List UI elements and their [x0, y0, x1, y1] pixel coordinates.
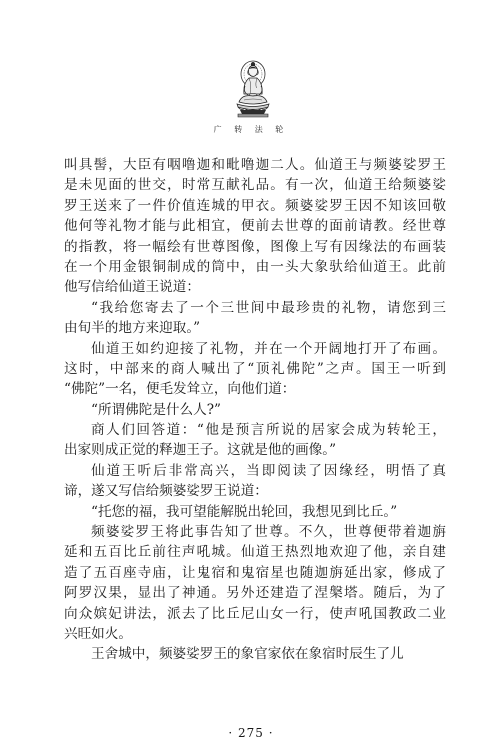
text-line: 由旬半的地方来迎取。”	[64, 320, 201, 337]
paragraph	[64, 420, 446, 461]
paragraph	[64, 502, 446, 522]
text-line: 造了五百座寺庙，让鬼宿和鬼宿星也随迦旃延出家，修成了	[64, 564, 446, 581]
text-line: 在一个用金银铜制成的筒中，由一头大象驮给仙道王。此前	[64, 258, 446, 275]
text-line: “所谓佛陀是什么人?”	[91, 401, 221, 418]
text-line: 出家则成正觉的释迦王子。这就是他的画像。”	[64, 442, 337, 459]
paragraph	[64, 400, 446, 420]
text-line: 谛，遂又写信给频婆娑罗王说道：	[64, 483, 268, 500]
paragraph	[64, 155, 446, 298]
text-line: 这时，中部来的商人喊出了“顶礼佛陀”之声。国王一听到	[64, 360, 446, 377]
text-line: 商人们回答道：“他是预言所说的居家会成为转轮王，	[91, 422, 446, 439]
text-line: 延和五百比丘前往声吼城。仙道王热烈地欢迎了他，亲自建	[64, 544, 446, 561]
text-line: 频婆娑罗王将此事告知了世尊。不久，世尊便带着迦旃	[91, 524, 446, 541]
text-line: 的指教，将一幅绘有世尊图像，图像上写有因缘法的布画装	[64, 238, 446, 255]
text-line: 仙道王听后非常高兴，当即阅读了因缘经，明悟了真	[91, 462, 446, 479]
paragraph	[64, 522, 446, 644]
paragraph	[64, 298, 446, 339]
paragraph	[64, 339, 446, 400]
text-line: 他何等礼物才能与此相宜，便前去世尊的面前请教。经世尊	[64, 218, 446, 235]
page-number: · 275 ·	[228, 726, 274, 740]
body-text	[64, 155, 446, 665]
text-line: “托您的福，我可望能解脱出轮回，我想见到比丘。”	[91, 503, 398, 520]
seated-buddha-icon	[228, 58, 278, 120]
text-line: 他写信给仙道王说道：	[64, 279, 200, 296]
text-line: “我给您寄去了一个三世间中最珍贵的礼物，请您到三	[91, 299, 446, 316]
text-line: 叫具髻，大臣有咽噜迦和毗噜迦二人。仙道王与频婆娑罗王	[64, 157, 446, 173]
text-line: 阿罗汉果，显出了神通。另外还建造了涅槃塔。随后，为了	[64, 585, 446, 602]
paragraph	[64, 461, 446, 502]
text-line: 王舍城中，频婆娑罗王的象官家依在象宿时辰生了儿	[91, 646, 404, 663]
running-header-title: 广 转 法 轮	[213, 125, 289, 134]
text-line: “佛陀”一名，便毛发耸立，向他们道：	[64, 381, 296, 398]
paragraph	[64, 644, 446, 664]
text-line: 是未见面的世交，时常互献礼品。有一次，仙道王给频婆娑	[64, 177, 446, 194]
text-line: 向众嫔妃讲法，派去了比丘尼山女一行，使声吼国教政二业	[64, 605, 446, 622]
text-line: 兴旺如火。	[64, 625, 132, 642]
seated-buddha-drawing	[228, 58, 278, 120]
text-line: 罗王送来了一件价值连城的甲衣。频婆娑罗王因不知该回敬	[64, 197, 446, 214]
text-line: 仙道王如约迎接了礼物，并在一个开阔地打开了布画。	[91, 340, 446, 357]
